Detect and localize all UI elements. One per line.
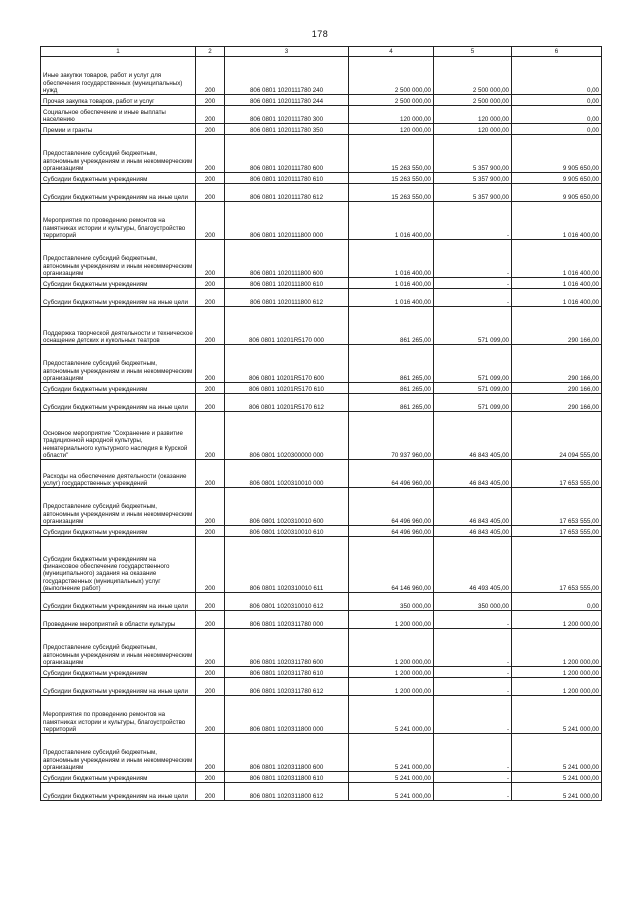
row-value-col6: 5 241 000,00: [512, 696, 602, 734]
row-value-col5: 571 099,00: [434, 345, 512, 383]
row-code-cell: 200: [196, 95, 225, 106]
row-name-cell: Субсидии бюджетным учреждениям на иные цели: [41, 289, 196, 307]
row-name-cell: Предоставление субсидий бюджетным, автономным учреждениям и иным некоммерческим организациям: [41, 488, 196, 526]
table-header-row: [41, 47, 602, 57]
table-row: [41, 95, 602, 106]
row-kbk-cell: 806 0801 1020311800 000: [225, 696, 349, 734]
row-value-col4: 861 265,00: [349, 383, 434, 394]
row-value-col6: 0,00: [512, 106, 602, 124]
row-name-cell: Субсидии бюджетным учреждениям на финансовое обеспечение государственного (муниципального) задания на оказание государственных (муниципальных) услуг (выполнение работ): [41, 537, 196, 593]
row-value-col4: 5 241 000,00: [349, 734, 434, 772]
row-name-cell: Субсидии бюджетным учреждениям: [41, 383, 196, 394]
row-code-cell: 200: [196, 696, 225, 734]
row-name-cell: Субсидии бюджетным учреждениям: [41, 278, 196, 289]
row-name-cell: Субсидии бюджетным учреждениям на иные цели: [41, 783, 196, 801]
column-header: 2: [196, 47, 225, 57]
table-row: [41, 696, 602, 734]
row-value-col4: 15 263 550,00: [349, 184, 434, 202]
row-value-col4: 861 265,00: [349, 307, 434, 345]
row-code-cell: 200: [196, 184, 225, 202]
row-value-col5: 2 500 000,00: [434, 57, 512, 95]
row-value-col5: 5 357 900,00: [434, 184, 512, 202]
table-row: [41, 278, 602, 289]
row-value-col5: -: [434, 240, 512, 278]
row-value-col4: 861 265,00: [349, 345, 434, 383]
row-kbk-cell: 806 0801 1020310010 610: [225, 526, 349, 537]
row-value-col5: -: [434, 783, 512, 801]
row-value-col4: 1 016 400,00: [349, 289, 434, 307]
row-value-col5: -: [434, 678, 512, 696]
row-value-col6: 1 016 400,00: [512, 240, 602, 278]
row-value-col4: 1 200 000,00: [349, 667, 434, 678]
row-kbk-cell: 806 0801 1020111780 300: [225, 106, 349, 124]
row-value-col5: 46 843 405,00: [434, 488, 512, 526]
row-value-col6: 1 200 000,00: [512, 611, 602, 629]
row-value-col6: 9 905 650,00: [512, 173, 602, 184]
row-name-cell: Прочая закупка товаров, работ и услуг: [41, 95, 196, 106]
row-name-cell: Предоставление субсидий бюджетным, автономным учреждениям и иным некоммерческим организациям: [41, 135, 196, 173]
row-code-cell: 200: [196, 772, 225, 783]
row-value-col5: 46 843 405,00: [434, 412, 512, 460]
row-value-col6: 17 653 555,00: [512, 537, 602, 593]
row-value-col5: -: [434, 734, 512, 772]
row-kbk-cell: 806 0801 1020111780 244: [225, 95, 349, 106]
row-name-cell: Субсидии бюджетным учреждениям на иные цели: [41, 184, 196, 202]
row-value-col6: 1 200 000,00: [512, 678, 602, 696]
row-value-col6: 1 016 400,00: [512, 278, 602, 289]
row-kbk-cell: 806 0801 1020111780 610: [225, 173, 349, 184]
row-value-col6: 17 653 555,00: [512, 488, 602, 526]
row-value-col6: 0,00: [512, 124, 602, 135]
row-value-col5: 571 099,00: [434, 394, 512, 412]
row-code-cell: 200: [196, 611, 225, 629]
row-value-col4: 861 265,00: [349, 394, 434, 412]
row-code-cell: 200: [196, 593, 225, 611]
row-code-cell: 200: [196, 629, 225, 667]
column-header: 1: [41, 47, 196, 57]
row-name-cell: Поддержка творческой деятельности и техническое оснащение детских и кукольных театров: [41, 307, 196, 345]
row-kbk-cell: 806 0801 1020311780 000: [225, 611, 349, 629]
row-code-cell: 200: [196, 202, 225, 240]
row-value-col5: 46 843 405,00: [434, 460, 512, 488]
row-value-col4: 350 000,00: [349, 593, 434, 611]
row-kbk-cell: 806 0801 1020311780 610: [225, 667, 349, 678]
table-row: [41, 106, 602, 124]
row-value-col4: 64 496 960,00: [349, 526, 434, 537]
row-value-col4: 70 937 960,00: [349, 412, 434, 460]
row-code-cell: 200: [196, 460, 225, 488]
row-value-col4: 1 016 400,00: [349, 202, 434, 240]
row-kbk-cell: 806 0801 1020311780 600: [225, 629, 349, 667]
row-code-cell: 200: [196, 488, 225, 526]
row-kbk-cell: 806 0801 1020311800 610: [225, 772, 349, 783]
row-name-cell: Расходы на обеспечение деятельности (оказание услуг) государственных учреждений: [41, 460, 196, 488]
table-row: [41, 734, 602, 772]
row-value-col4: 15 263 550,00: [349, 173, 434, 184]
row-value-col6: 17 653 555,00: [512, 526, 602, 537]
row-value-col6: 0,00: [512, 593, 602, 611]
table-row: [41, 124, 602, 135]
table-row: [41, 412, 602, 460]
row-value-col4: 1 200 000,00: [349, 611, 434, 629]
row-kbk-cell: 806 0801 1020311800 612: [225, 783, 349, 801]
row-kbk-cell: 806 0801 1020310010 612: [225, 593, 349, 611]
row-code-cell: 200: [196, 124, 225, 135]
row-code-cell: 200: [196, 307, 225, 345]
row-value-col6: 17 653 555,00: [512, 460, 602, 488]
table-row: [41, 678, 602, 696]
row-value-col6: 1 016 400,00: [512, 289, 602, 307]
row-value-col6: 5 241 000,00: [512, 772, 602, 783]
column-header: 5: [434, 47, 512, 57]
row-value-col5: -: [434, 696, 512, 734]
row-kbk-cell: 806 0801 10201R5170 600: [225, 345, 349, 383]
row-value-col5: -: [434, 611, 512, 629]
row-value-col5: -: [434, 202, 512, 240]
row-value-col5: 46 493 405,00: [434, 537, 512, 593]
row-value-col5: -: [434, 278, 512, 289]
row-name-cell: Предоставление субсидий бюджетным, автономным учреждениям и иным некоммерческим организациям: [41, 629, 196, 667]
row-code-cell: 200: [196, 394, 225, 412]
row-value-col6: 290 166,00: [512, 307, 602, 345]
row-value-col6: 290 166,00: [512, 383, 602, 394]
column-header: 3: [225, 47, 349, 57]
row-kbk-cell: 806 0801 1020311800 600: [225, 734, 349, 772]
table-row: [41, 460, 602, 488]
row-code-cell: 200: [196, 667, 225, 678]
row-value-col4: 64 496 960,00: [349, 488, 434, 526]
row-kbk-cell: 806 0801 1020111780 350: [225, 124, 349, 135]
row-name-cell: Предоставление субсидий бюджетным, автономным учреждениям и иным некоммерческим организациям: [41, 734, 196, 772]
row-value-col4: 64 146 960,00: [349, 537, 434, 593]
row-code-cell: 200: [196, 383, 225, 394]
row-code-cell: 200: [196, 526, 225, 537]
row-value-col4: 1 016 400,00: [349, 240, 434, 278]
row-kbk-cell: 806 0801 1020300000 000: [225, 412, 349, 460]
table-row: [41, 184, 602, 202]
row-kbk-cell: 806 0801 10201R5170 612: [225, 394, 349, 412]
row-name-cell: Основное мероприятие "Сохранение и развитие традиционной народной культуры, нематериального культурного наследия в Курской области": [41, 412, 196, 460]
table-row: [41, 202, 602, 240]
row-value-col6: 290 166,00: [512, 394, 602, 412]
row-name-cell: Субсидии бюджетным учреждениям: [41, 526, 196, 537]
row-name-cell: Субсидии бюджетным учреждениям: [41, 173, 196, 184]
row-code-cell: 200: [196, 240, 225, 278]
row-value-col5: 120 000,00: [434, 106, 512, 124]
row-value-col5: 350 000,00: [434, 593, 512, 611]
row-value-col6: 24 094 555,00: [512, 412, 602, 460]
row-kbk-cell: 806 0801 1020310010 000: [225, 460, 349, 488]
row-value-col6: 0,00: [512, 95, 602, 106]
row-code-cell: 200: [196, 106, 225, 124]
row-value-col5: 120 000,00: [434, 124, 512, 135]
row-name-cell: Предоставление субсидий бюджетным, автономным учреждениям и иным некоммерческим организациям: [41, 345, 196, 383]
row-name-cell: Премии и гранты: [41, 124, 196, 135]
row-value-col4: 15 263 550,00: [349, 135, 434, 173]
row-code-cell: 200: [196, 783, 225, 801]
row-value-col5: 5 357 900,00: [434, 135, 512, 173]
table-row: [41, 783, 602, 801]
row-name-cell: Предоставление субсидий бюджетным, автономным учреждениям и иным некоммерческим организациям: [41, 240, 196, 278]
table-row: [41, 135, 602, 173]
row-name-cell: Субсидии бюджетным учреждениям на иные цели: [41, 593, 196, 611]
row-value-col4: 5 241 000,00: [349, 772, 434, 783]
column-header: 4: [349, 47, 434, 57]
row-value-col5: 5 357 900,00: [434, 173, 512, 184]
column-header: 6: [512, 47, 602, 57]
row-kbk-cell: 806 0801 1020111800 612: [225, 289, 349, 307]
row-value-col6: 0,00: [512, 57, 602, 95]
table-row: [41, 488, 602, 526]
row-value-col5: 2 500 000,00: [434, 95, 512, 106]
row-value-col4: 1 200 000,00: [349, 678, 434, 696]
row-value-col5: -: [434, 772, 512, 783]
row-name-cell: Субсидии бюджетным учреждениям на иные цели: [41, 394, 196, 412]
table-row: [41, 383, 602, 394]
table-row: [41, 772, 602, 783]
row-value-col6: 290 166,00: [512, 345, 602, 383]
row-kbk-cell: 806 0801 10201R5170 610: [225, 383, 349, 394]
row-value-col6: 5 241 000,00: [512, 734, 602, 772]
row-kbk-cell: 806 0801 10201R5170 000: [225, 307, 349, 345]
row-value-col4: 1 016 400,00: [349, 278, 434, 289]
row-value-col4: 64 496 960,00: [349, 460, 434, 488]
table-row: [41, 667, 602, 678]
row-name-cell: Социальное обеспечение и иные выплаты населению: [41, 106, 196, 124]
table-row: [41, 240, 602, 278]
row-value-col4: 120 000,00: [349, 106, 434, 124]
row-value-col4: 1 200 000,00: [349, 629, 434, 667]
row-code-cell: 200: [196, 412, 225, 460]
row-code-cell: 200: [196, 345, 225, 383]
row-code-cell: 200: [196, 537, 225, 593]
row-name-cell: Проведение мероприятий в области культуры: [41, 611, 196, 629]
table-row: [41, 629, 602, 667]
row-value-col5: -: [434, 667, 512, 678]
row-code-cell: 200: [196, 57, 225, 95]
page-number: 178: [311, 29, 329, 39]
budget-table: [40, 46, 602, 801]
row-value-col5: 571 099,00: [434, 383, 512, 394]
row-name-cell: Мероприятия по проведению ремонтов на памятниках истории и культуры, благоустройство территорий: [41, 202, 196, 240]
row-code-cell: 200: [196, 289, 225, 307]
row-value-col5: -: [434, 289, 512, 307]
row-kbk-cell: 806 0801 1020310010 600: [225, 488, 349, 526]
table-row: [41, 289, 602, 307]
row-kbk-cell: 806 0801 1020111800 600: [225, 240, 349, 278]
row-value-col4: 2 500 000,00: [349, 57, 434, 95]
row-name-cell: Мероприятия по проведению ремонтов на памятниках истории и культуры, благоустройство территорий: [41, 696, 196, 734]
table-row: [41, 307, 602, 345]
row-value-col6: 1 016 400,00: [512, 202, 602, 240]
table-row: [41, 173, 602, 184]
row-code-cell: 200: [196, 734, 225, 772]
row-kbk-cell: 806 0801 1020311780 612: [225, 678, 349, 696]
table-row: [41, 611, 602, 629]
row-name-cell: Иные закупки товаров, работ и услуг для обеспечения государственных (муниципальных) нужд: [41, 57, 196, 95]
row-value-col5: 46 843 405,00: [434, 526, 512, 537]
row-value-col6: 1 200 000,00: [512, 629, 602, 667]
table-row: [41, 57, 602, 95]
row-value-col6: 5 241 000,00: [512, 783, 602, 801]
row-kbk-cell: 806 0801 1020310010 611: [225, 537, 349, 593]
row-value-col5: -: [434, 629, 512, 667]
row-value-col4: 5 241 000,00: [349, 783, 434, 801]
row-value-col4: 120 000,00: [349, 124, 434, 135]
table-row: [41, 593, 602, 611]
table-row: [41, 345, 602, 383]
row-value-col6: 9 905 650,00: [512, 184, 602, 202]
row-kbk-cell: 806 0801 1020111800 000: [225, 202, 349, 240]
table-row: [41, 526, 602, 537]
table-row: [41, 537, 602, 593]
row-name-cell: Субсидии бюджетным учреждениям: [41, 772, 196, 783]
row-code-cell: 200: [196, 173, 225, 184]
row-name-cell: Субсидии бюджетным учреждениям: [41, 667, 196, 678]
row-code-cell: 200: [196, 135, 225, 173]
row-value-col4: 5 241 000,00: [349, 696, 434, 734]
row-value-col6: 1 200 000,00: [512, 667, 602, 678]
row-code-cell: 200: [196, 278, 225, 289]
row-value-col4: 2 500 000,00: [349, 95, 434, 106]
row-kbk-cell: 806 0801 1020111780 600: [225, 135, 349, 173]
row-kbk-cell: 806 0801 1020111780 612: [225, 184, 349, 202]
row-value-col5: 571 099,00: [434, 307, 512, 345]
row-kbk-cell: 806 0801 1020111800 610: [225, 278, 349, 289]
table-row: [41, 394, 602, 412]
row-kbk-cell: 806 0801 1020111780 240: [225, 57, 349, 95]
row-value-col6: 9 905 650,00: [512, 135, 602, 173]
row-name-cell: Субсидии бюджетным учреждениям на иные цели: [41, 678, 196, 696]
row-code-cell: 200: [196, 678, 225, 696]
